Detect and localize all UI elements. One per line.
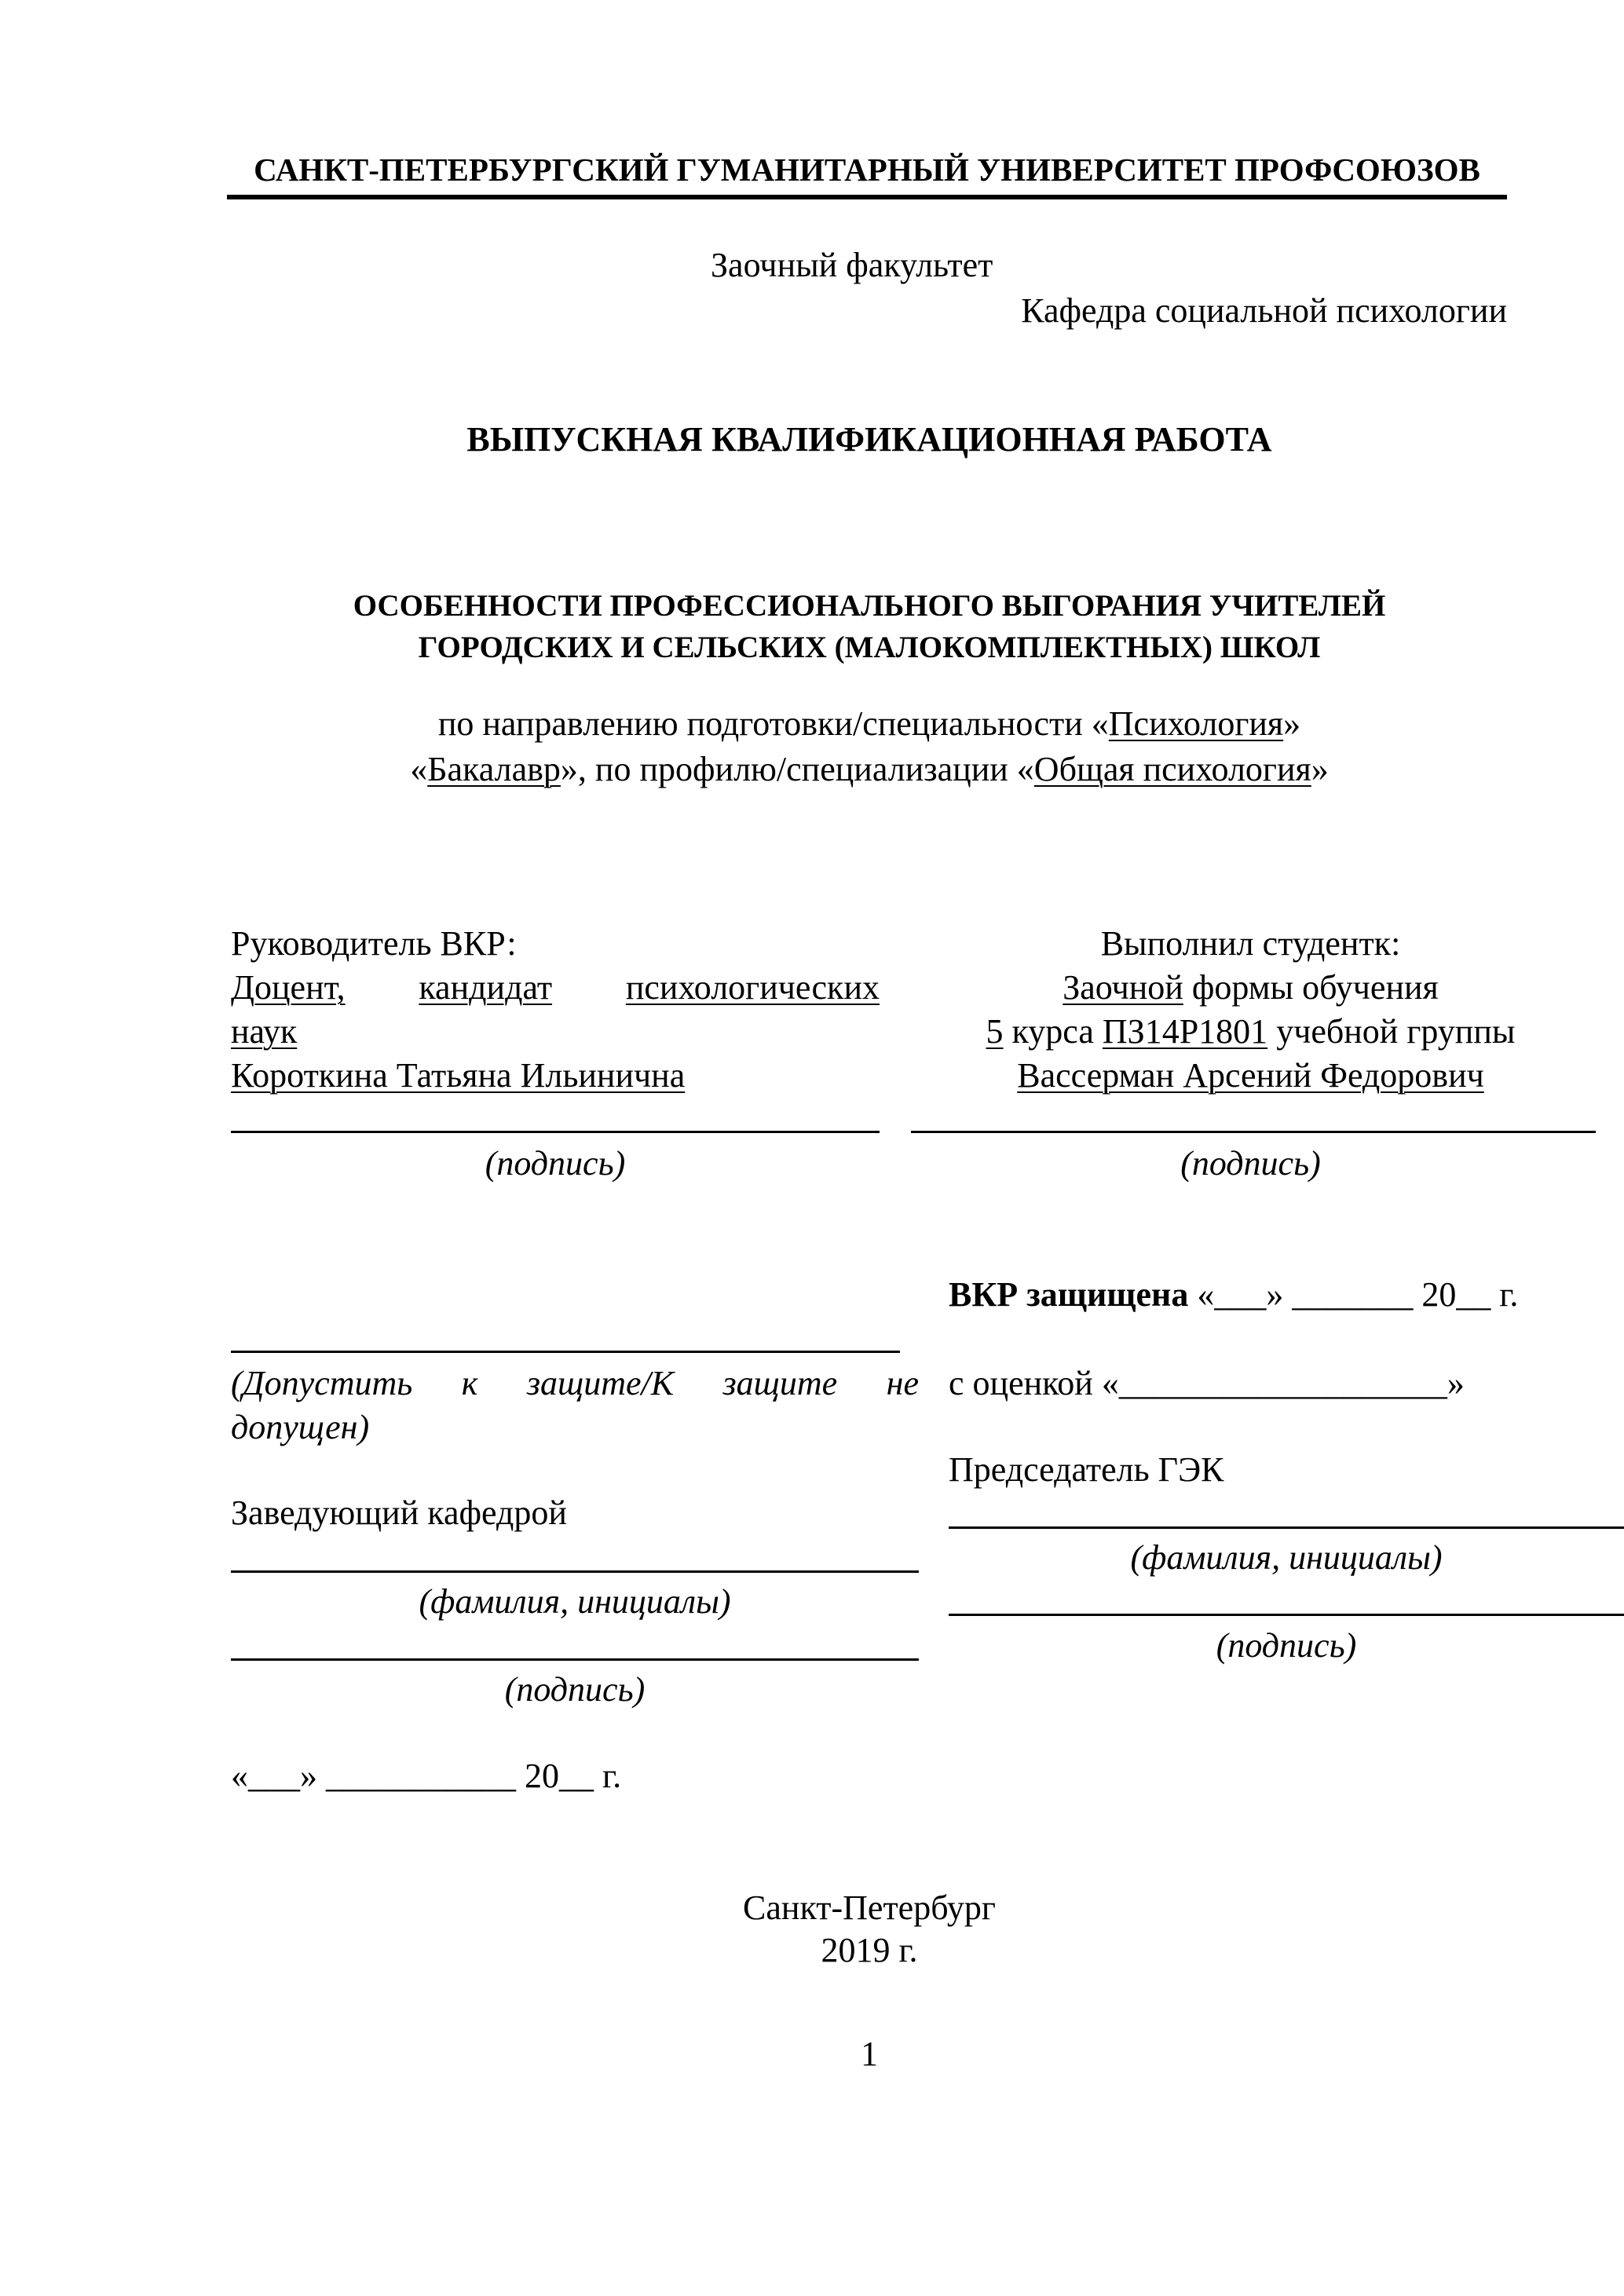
student-name: Вассерман Арсений Федорович	[1017, 1056, 1484, 1095]
profile-close-quote: »	[1311, 750, 1329, 788]
faculty-name: Заочный факультет	[711, 246, 993, 284]
student-form	[907, 968, 1594, 1007]
direction-line-2	[0, 752, 1624, 787]
year: 2019 г.	[821, 1931, 918, 1969]
defense-grade[interactable]: с оценкой «___________________»	[949, 1364, 1465, 1402]
admission-caption-word: защите/К	[526, 1364, 674, 1402]
header-rule	[227, 195, 1507, 199]
specialty-value: Психология	[1108, 704, 1284, 743]
course-label: курса	[1003, 1012, 1103, 1051]
degree-value: Бакалавр	[427, 750, 561, 788]
department-name: Кафедра социальной психологии	[1021, 291, 1507, 330]
admission-date[interactable]: «___» ___________ 20__ г.	[231, 1757, 622, 1795]
head-name-caption: (фамилия, инициалы)	[419, 1582, 731, 1621]
admission-caption-word: к	[461, 1364, 478, 1402]
direction-prefix: по направлению подготовки/специальности «	[437, 704, 1109, 743]
admission-caption-word: защите	[722, 1364, 838, 1402]
admission-caption	[231, 1366, 919, 1401]
study-form-value: Заочной	[1063, 968, 1183, 1007]
profile-prefix: », по профилю/специализации «	[560, 750, 1034, 788]
gek-chair-label: Председатель ГЭК	[949, 1450, 1224, 1489]
student-signature-line[interactable]	[911, 1131, 1596, 1133]
supervisor-name: Короткина Татьяна Ильинична	[231, 1056, 686, 1095]
supervisor-label: Руководитель ВКР:	[231, 924, 517, 963]
city: Санкт-Петербург	[743, 1888, 996, 1927]
admission-caption-word: не	[886, 1364, 919, 1402]
university-name: САНКТ-ПЕТЕРБУРГСКИЙ ГУМАНИТАРНЫЙ УНИВЕРСИТЕТ ПРОФСОЮЗОВ	[254, 152, 1480, 188]
supervisor-signature-caption: (подпись)	[485, 1144, 626, 1183]
head-signature-line[interactable]	[231, 1658, 919, 1661]
supervisor-title-word: кандидат	[419, 968, 553, 1007]
defense-date-row	[949, 1275, 1519, 1314]
supervisor-title	[231, 968, 880, 1007]
group-value: ПЗ14Р1801	[1102, 1012, 1268, 1051]
student-signature-caption: (подпись)	[1180, 1144, 1321, 1183]
head-of-department-label: Заведующий кафедрой	[231, 1493, 567, 1532]
admission-caption-word: (Допустить	[231, 1364, 413, 1402]
direction-line-1	[0, 704, 1624, 743]
supervisor-title-word: психологических	[625, 968, 880, 1007]
supervisor-title-cont: наук	[231, 1012, 298, 1051]
degree-open-quote: «	[410, 750, 428, 788]
work-type-title: ВЫПУСКНАЯ КВАЛИФИКАЦИОННАЯ РАБОТА	[466, 420, 1272, 459]
admission-decision-line[interactable]	[231, 1351, 900, 1353]
topic-line-2: ГОРОДСКИХ И СЕЛЬСКИХ (МАЛОКОМПЛЕКТНЫХ) ШКОЛ	[418, 631, 1321, 664]
supervisor-signature-line[interactable]	[231, 1131, 880, 1133]
profile-value: Общая психология	[1033, 750, 1311, 788]
head-name-line[interactable]	[231, 1570, 919, 1573]
page-number: 1	[861, 2035, 878, 2073]
gek-signature-line[interactable]	[949, 1614, 1624, 1616]
student-course-group	[907, 1012, 1594, 1051]
course-value: 5	[986, 1012, 1004, 1051]
student-label: Выполнил студентк:	[1100, 924, 1401, 963]
topic-line-1: ОСОБЕННОСТИ ПРОФЕССИОНАЛЬНОГО ВЫГОРАНИЯ УЧИТЕЛЕЙ	[353, 589, 1386, 623]
supervisor-title-word: Доцент,	[231, 968, 346, 1007]
gek-signature-caption: (подпись)	[1216, 1626, 1357, 1665]
study-form-suffix: формы обучения	[1183, 968, 1439, 1007]
direction-suffix: »	[1283, 704, 1301, 743]
defense-label: ВКР защищена	[949, 1275, 1189, 1314]
head-signature-caption: (подпись)	[504, 1670, 646, 1709]
admission-caption-cont: допущен)	[231, 1408, 370, 1446]
group-suffix: учебной группы	[1267, 1012, 1516, 1051]
student-name-row	[907, 1058, 1594, 1093]
defense-date[interactable]: «___» _______ 20__ г.	[1188, 1275, 1519, 1314]
gek-name-line[interactable]	[949, 1526, 1624, 1529]
gek-name-caption: (фамилия, инициалы)	[1130, 1538, 1443, 1577]
